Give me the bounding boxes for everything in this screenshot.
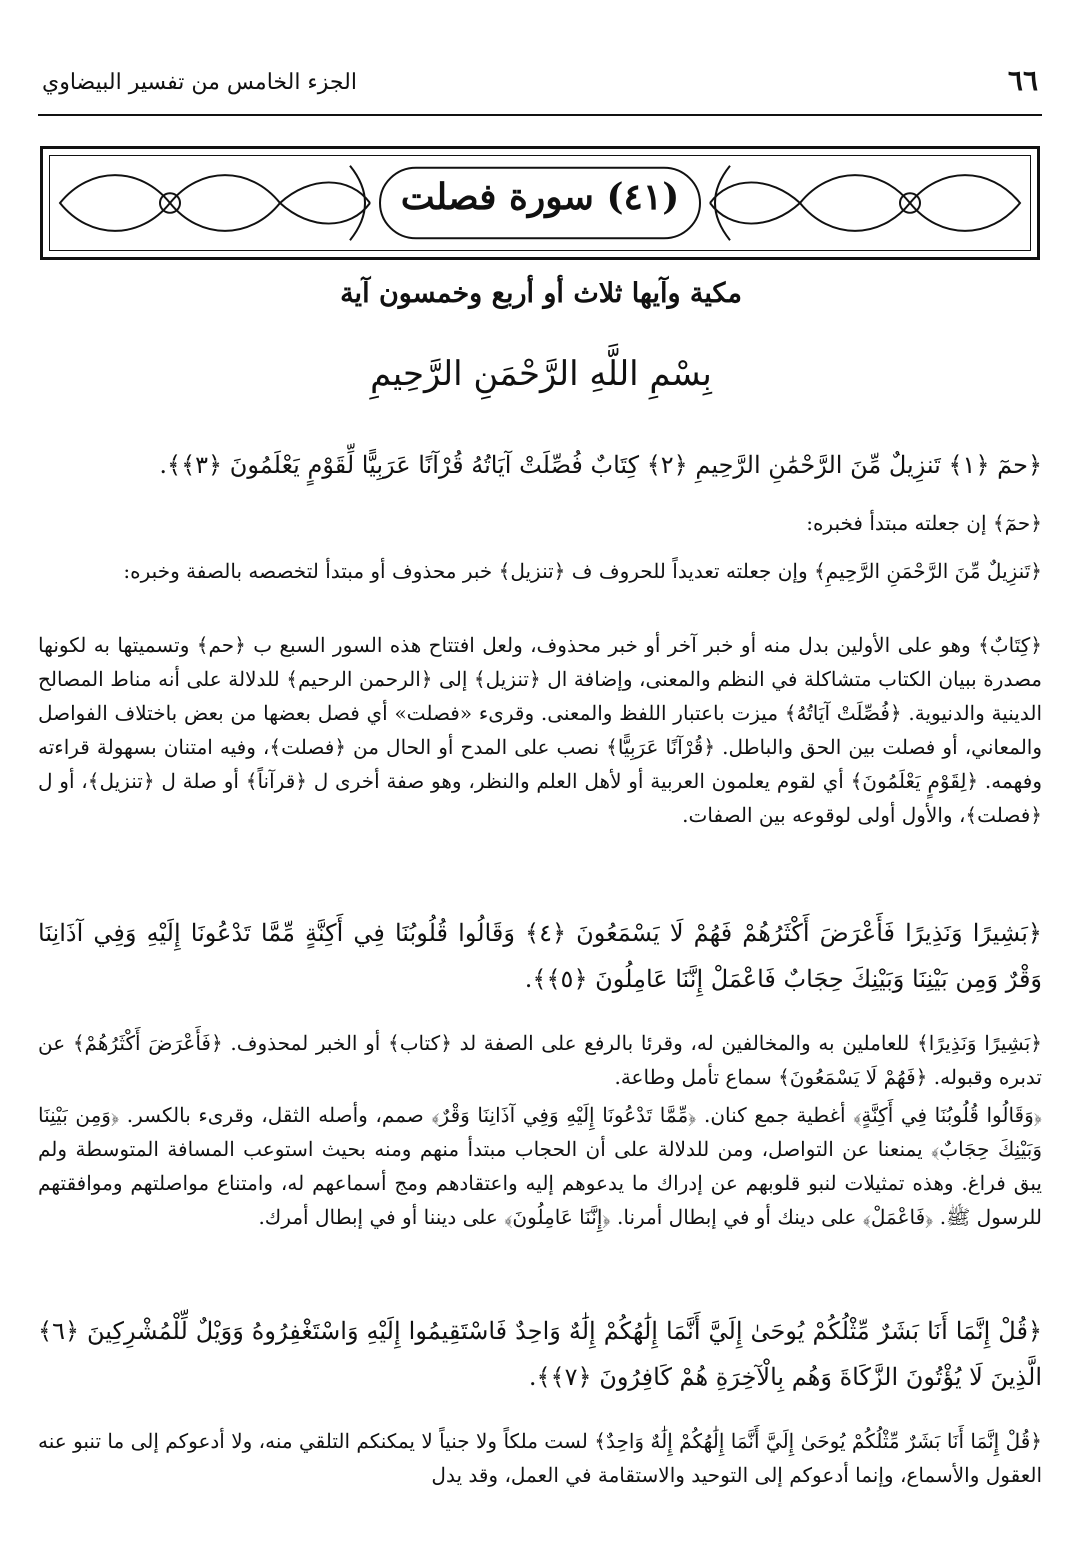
page-header [38,62,1042,116]
verse-block-1-3: ﴿حمٓ ﴿١﴾ تَنزِيلٌ مِّنَ الرَّحْمَٰنِ الرَّحِيمِ ﴿٢﴾ كِتَابٌ فُصِّلَتْ آيَاتُهُ قُرْآنًا عَرَبِيًّا لِّقَوْمٍ يَعْلَمُونَ ﴿٣﴾﴾. [159,451,1042,479]
commentary-paragraph: ﴿بَشِيرًا وَنَذِيرًا﴾ للعاملين به والمخالفين له، وقرئا بالرفع على الصفة لد ﴿كتاب﴾ أو الخبر لمحذوف. ﴿فَأَعْرَضَ أَكْثَرُهُمْ﴾ عن تدبره وقبوله. ﴿فَهُمْ لَا يَسْمَعُونَ﴾ سماع تأمل وطاعة. [38,1031,1042,1089]
banner-frame [49,155,1031,251]
commentary-paragraph: ﴿قُلْ إِنَّمَا أَنَا بَشَرٌ مِّثْلُكُمْ يُوحَىٰ إِلَيَّ أَنَّمَا إِلَٰهُكُمْ إِلَٰهٌ وَاحِدٌ﴾ لست ملكاً ولا جنياً لا يمكنكم التلقي منه، ولا أدعوكم إلى ما تنبو عنه العقول والأسماع، وإنما أدعوكم إلى التوحيد والاستقامة في العمل، وقد يدل [38,1429,1042,1487]
commentary-paragraph: ﴿كِتَابٌ﴾ وهو على الأولين بدل منه أو خبر آخر أو خبر محذوف، ولعل افتتاح هذه السور السبع ب ﴿حم﴾ وتسميتها به لكونها مصدرة ببيان الكتاب متشاكلة في النظم والمعنى، وإضافة ال ﴿تنزيل﴾ إلى ﴿الرحمن الرحيم﴾ للدلالة على أنه مناط المصالح الدينية والدنيوية. ﴿فُصِّلَتْ آيَاتُهُ﴾ ميزت باعتبار اللفظ والمعنى. وقرىء «فصلت» أي فصل بعضها من بعض باختلاف الفواصل والمعاني، أو فصلت بين الحق والباطل. ﴿قُرْآنًا عَرَبِيًّا﴾ نصب على المدح أو الحال من ﴿فصلت﴾، وفيه امتنان بسهولة قراءته وفهمه. ﴿لِقَوْمٍ يَعْلَمُونَ﴾ أي لقوم يعلمون العربية أو لأهل العلم والنظر، وهو صفة أخرى ل ﴿قرآناً﴾ أو صلة ل ﴿تنزيل﴾، أو ل ﴿فصلت﴾، والأول أولى لوقوعه بين الصفات. [38,633,1042,827]
surah-subtitle: مكية وآيها ثلاث أو أربع وخمسون آية [340,278,742,309]
running-title: الجزء الخامس من تفسير البيضاوي [42,70,357,95]
verse-block-6-7: ﴿قُلْ إِنَّمَا أَنَا بَشَرٌ مِّثْلُكُمْ يُوحَىٰ إِلَيَّ أَنَّمَا إِلَٰهُكُمْ إِلَٰهٌ وَاحِدٌ فَاسْتَقِيمُوا إِلَيْهِ وَاسْتَغْفِرُوهُ وَوَيْلٌ لِّلْمُشْرِكِينَ ﴿٦﴾ الَّذِينَ لَا يُؤْتُونَ الزَّكَاةَ وَهُم بِالْآخِرَةِ هُمْ كَافِرُونَ ﴿٧﴾﴾. [38,1317,1042,1391]
surah-title: (٤١) سورة فصلت [400,176,680,218]
basmala: بِسْمِ اللَّهِ الرَّحْمَنِ الرَّحِيمِ [370,354,712,394]
page-number: ٦٦ [1007,64,1038,97]
commentary-paragraph: ﴿وَقَالُوا قُلُوبُنَا فِي أَكِنَّةٍ﴾ أغطية جمع كنان. ﴿مِّمَّا تَدْعُونَا إِلَيْهِ وَفِي آذَانِنَا وَقْرٌ﴾ صمم، وأصله الثقل، وقرىء بالكسر. ﴿وَمِن بَيْنِنَا وَبَيْنِكَ حِجَابٌ﴾ يمنعنا عن التواصل، ومن للدلالة على أن الحجاب مبتدأ منهم ومنه بحيث استوعب المسافة المتوسطة ولم يبق فراغ. وهذه تمثيلات لنبو قلوبهم عن إدراك ما يدعوهم إليه واعتقادهم ومج أسماعهم له، وامتناع مواصلتهم وموافقتهم للرسول ﷺ. ﴿فَاعْمَلْ﴾ على دينك أو في إبطال أمرنا. ﴿إِنَّنَا عَامِلُونَ﴾ على ديننا أو في إبطال أمرك. [38,1103,1042,1229]
verse-block-4-5: ﴿بَشِيرًا وَنَذِيرًا فَأَعْرَضَ أَكْثَرُهُمْ فَهُمْ لَا يَسْمَعُونَ ﴿٤﴾ وَقَالُوا قُلُوبُنَا فِي أَكِنَّةٍ مِّمَّا تَدْعُونَا إِلَيْهِ وَفِي آذَانِنَا وَقْرٌ وَمِن بَيْنِنَا وَبَيْنِكَ حِجَابٌ فَاعْمَلْ إِنَّنَا عَامِلُونَ ﴿٥﴾﴾. [38,919,1042,993]
surah-banner [40,146,1040,260]
commentary-paragraph: ﴿حمٓ﴾ إن جعلته مبتدأ فخبره: [806,511,1042,535]
commentary-paragraph: ﴿تَنزِيلٌ مِّنَ الرَّحْمَنِ الرَّحِيمِ﴾ وإن جعلته تعديداً للحروف ف ﴿تنزيل﴾ خبر محذوف أو مبتدأ لتخصصه بالصفة وخبره: [123,559,1042,583]
